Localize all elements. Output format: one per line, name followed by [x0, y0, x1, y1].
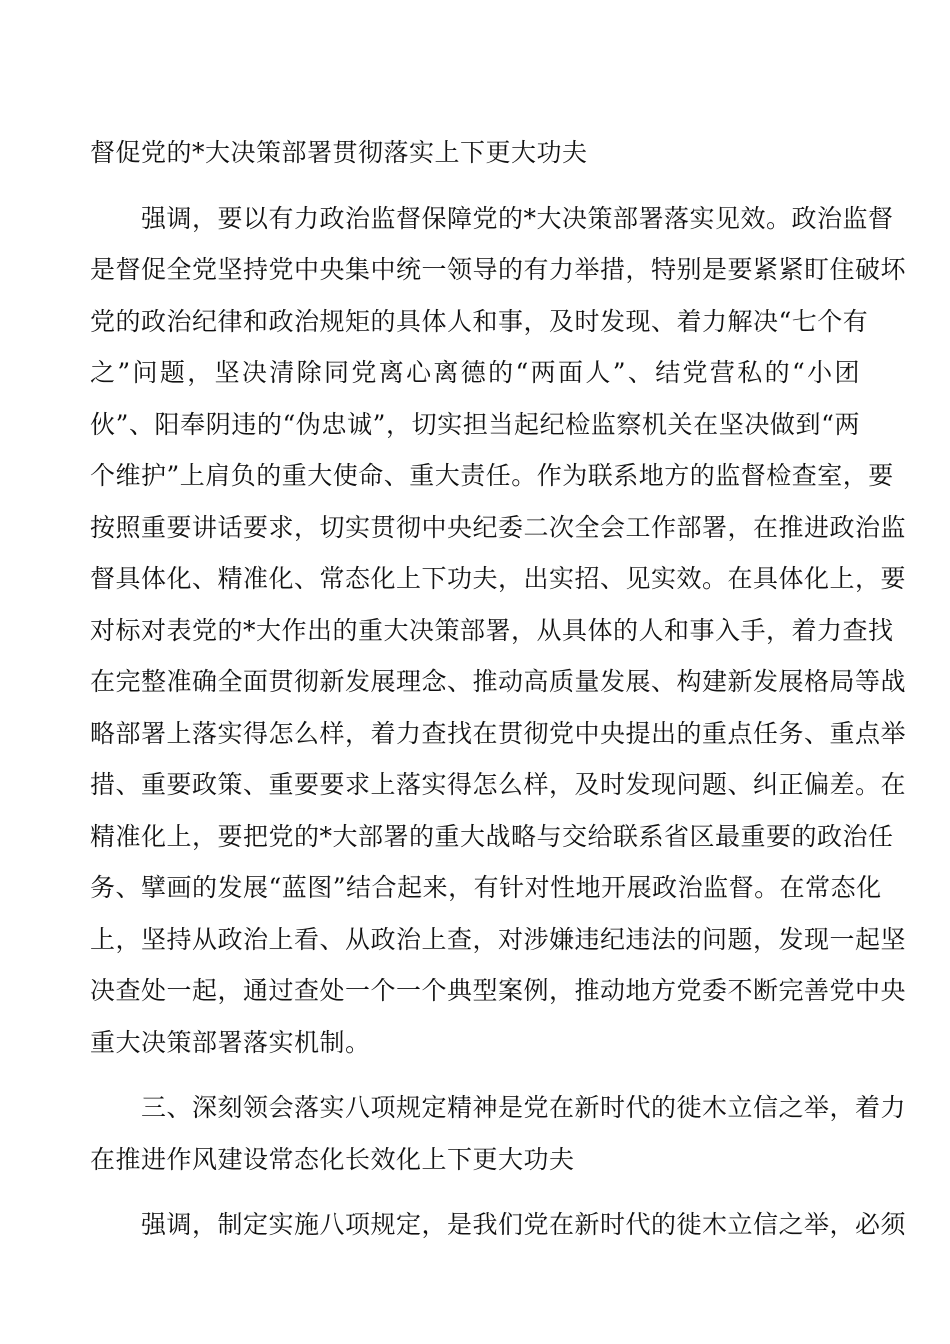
text-line: 党的政治纪律和政治规矩的具体人和事，及时发现、着力解决“七个有 — [90, 306, 869, 336]
text-line: 在推进作风建设常态化长效化上下更大功夫 — [90, 1144, 575, 1174]
text-line: 之”问题，坚决清除同党离心离德的“两面人”、结党营私的“小团 — [90, 358, 860, 387]
text-line: 对标对表党的*大作出的重大决策部署，从具体的人和事入手，着力查找 — [90, 615, 894, 645]
text-line: 略部署上落实得怎么样，着力查找在贯彻党中央提出的重点任务、重点举 — [90, 718, 907, 748]
text-line: 重大决策部署落实机制。 — [90, 1027, 371, 1057]
paragraph-gap — [90, 1068, 860, 1082]
text-line: 在完整准确全面贯彻新发展理念、推动高质量发展、构建新发展格局等战 — [90, 667, 907, 696]
text-line: 按照重要讲话要求，切实贯彻中央纪委二次全会工作部署，在推进政治监 — [90, 512, 907, 542]
text-line: 强调，要以有力政治监督保障党的*大决策部署落实见效。政治监督 — [90, 203, 894, 233]
text-line: 措、重要政策、重要要求上落实得怎么样，及时发现问题、纠正偏差。在 — [90, 770, 907, 799]
text-line: 伙”、阳奉阴违的“伪忠诚”，切实担当起纪检监察机关在坚决做到“两 — [90, 409, 860, 439]
text-line: 决查处一起，通过查处一个一个典型案例，推动地方党委不断完善党中央 — [90, 976, 907, 1005]
body-text — [90, 127, 907, 1251]
text-line: 督促党的*大决策部署贯彻落实上下更大功夫 — [90, 138, 588, 167]
text-line: 督具体化、精准化、常态化上下功夫，出实招、见实效。在具体化上，要 — [90, 564, 907, 593]
paragraph-gap — [90, 179, 860, 193]
text-line: 个维护”上肩负的重大使命、重大责任。作为联系地方的监督检查室，要 — [90, 461, 894, 490]
text-line: 上，坚持从政治上看、从政治上查，对涉嫌违纪违法的问题，发现一起坚 — [90, 924, 907, 954]
text-line: 是督促全党坚持党中央集中统一领导的有力举措，特别是要紧紧盯住破坏 — [90, 255, 907, 284]
paragraph-gap — [90, 1185, 860, 1199]
text-line: 精准化上，要把党的*大部署的重大战略与交给联系省区最重要的政治任 — [90, 821, 894, 851]
text-line: 务、擘画的发展“蓝图”结合起来，有针对性地开展政治监督。在常态化 — [90, 873, 882, 902]
text-line: 强调，制定实施八项规定，是我们党在新时代的徙木立信之举，必须 — [90, 1210, 907, 1239]
text-line: 三、深刻领会落实八项规定精神是党在新时代的徙木立信之举，着力 — [90, 1093, 907, 1122]
